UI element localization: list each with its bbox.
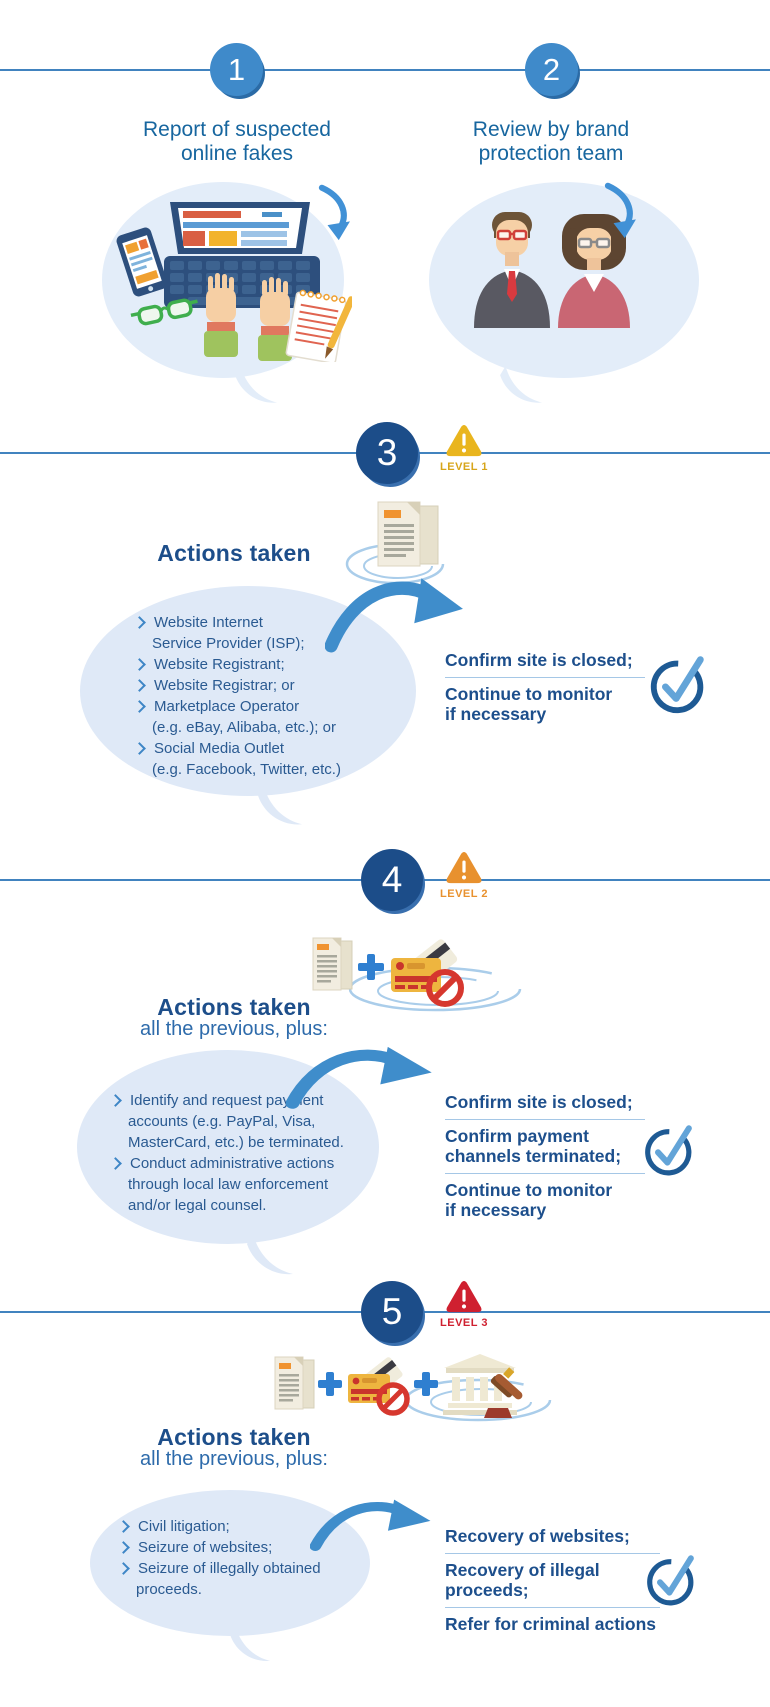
document-stack-icon xyxy=(313,938,352,990)
list-item: proceeds. xyxy=(136,1581,202,1598)
step2-title: Review by brand protection team xyxy=(472,118,630,165)
level2-results xyxy=(445,1086,645,1227)
step-number: 3 xyxy=(376,432,398,473)
list-item: Conduct administrative actions xyxy=(110,1153,360,1174)
level2-heading: Actions taken xyxy=(157,994,311,1020)
curved-arrow-icon xyxy=(286,1040,436,1110)
result-item: Confirm site is closed; xyxy=(445,650,633,670)
result-item: Continue to monitor if necessary xyxy=(445,677,645,731)
step1-bubble-tail xyxy=(235,366,279,408)
chevron-bullet-icon xyxy=(133,700,146,713)
step-circle-4 xyxy=(361,849,423,911)
plus-icon xyxy=(414,1372,438,1396)
level2-subheading: all the previous, plus: xyxy=(140,1018,328,1040)
result-item: Recovery of websites; xyxy=(445,1526,630,1546)
result-item: Recovery of illegal proceeds; xyxy=(445,1553,660,1607)
chevron-bullet-icon xyxy=(117,1541,130,1554)
curved-arrow-icon xyxy=(600,182,642,240)
plus-icon xyxy=(318,1372,342,1396)
level2-label: LEVEL 2 xyxy=(440,888,488,900)
curved-arrow-icon xyxy=(314,184,356,242)
list-item: Website Registrar; or xyxy=(134,675,384,696)
level3-results xyxy=(445,1520,660,1641)
list-item: (e.g. eBay, Alibaba, etc.); or xyxy=(152,719,336,736)
list-item: Social Media Outlet xyxy=(134,738,384,759)
list-item: Marketplace Operator xyxy=(134,696,384,717)
chevron-bullet-icon xyxy=(133,679,146,692)
list-item: through local law enforcement xyxy=(128,1176,329,1193)
step-number: 4 xyxy=(381,859,403,900)
chevron-bullet-icon xyxy=(133,616,146,629)
chevron-bullet-icon xyxy=(117,1562,130,1575)
level1-label: LEVEL 1 xyxy=(440,461,488,473)
blocked-cards-icon xyxy=(391,938,461,1004)
level3-bubble-tail xyxy=(228,1626,274,1666)
step-circle-1 xyxy=(210,43,263,96)
chevron-bullet-icon xyxy=(117,1520,130,1533)
result-item: Continue to monitor if necessary xyxy=(445,1173,645,1227)
level3-heading: Actions taken xyxy=(157,1424,311,1450)
list-item: Civil litigation; xyxy=(118,1516,358,1537)
step-number: 2 xyxy=(542,51,561,87)
curved-arrow-icon xyxy=(310,1494,434,1552)
level1-bubble-tail xyxy=(258,786,304,830)
result-item: Confirm site is closed; xyxy=(445,1092,633,1112)
chevron-bullet-icon xyxy=(109,1094,122,1107)
handdrawn-check-icon xyxy=(645,648,713,716)
level2-bubble-tail xyxy=(246,1234,296,1280)
step2-bubble-tail xyxy=(500,366,544,408)
list-item: Seizure of websites; xyxy=(118,1537,358,1558)
plus-icon xyxy=(358,954,384,980)
step-number: 5 xyxy=(381,1291,403,1332)
step-number: 1 xyxy=(227,51,246,87)
warning-triangle-icon xyxy=(445,851,483,885)
list-item: (e.g. Facebook, Twitter, etc.) xyxy=(152,761,341,778)
list-item: accounts (e.g. PayPal, Visa, xyxy=(128,1113,316,1130)
list-item: Identify and request payment xyxy=(110,1090,360,1111)
list-item: MasterCard, etc.) be terminated. xyxy=(128,1134,344,1151)
handdrawn-check-icon xyxy=(642,1548,702,1608)
warning-triangle-icon xyxy=(445,1280,483,1314)
level3-icons-row xyxy=(268,1352,553,1426)
list-item: Website Registrant; xyxy=(134,654,384,675)
step-circle-2 xyxy=(525,43,578,96)
man-figure xyxy=(474,212,550,328)
level3-label: LEVEL 3 xyxy=(440,1317,488,1329)
smartphone-icon xyxy=(115,226,169,298)
result-item: Confirm payment channels terminated; xyxy=(445,1119,645,1173)
list-item: Website Internet xyxy=(134,612,384,633)
laptop-screen xyxy=(170,202,310,254)
list-item: Seizure of illegally obtained xyxy=(118,1558,358,1579)
handdrawn-check-icon xyxy=(640,1118,700,1178)
notepad-icon xyxy=(286,286,352,362)
divider-line-top xyxy=(0,69,770,71)
step-circle-3 xyxy=(356,422,418,484)
list-item: Service Provider (ISP); xyxy=(152,635,305,652)
step1-title: Report of suspected online fakes xyxy=(143,118,331,165)
chevron-bullet-icon xyxy=(133,658,146,671)
courthouse-gavel-icon xyxy=(443,1354,524,1418)
level1-results xyxy=(445,644,645,731)
warning-triangle-icon xyxy=(445,424,483,458)
blocked-cards-icon xyxy=(348,1356,407,1413)
list-item: and/or legal counsel. xyxy=(128,1197,267,1214)
level1-heading: Actions taken xyxy=(157,540,311,566)
document-stack-icon xyxy=(275,1357,314,1409)
step-circle-5 xyxy=(361,1281,423,1343)
level3-subheading: all the previous, plus: xyxy=(140,1448,328,1470)
chevron-bullet-icon xyxy=(133,742,146,755)
chevron-bullet-icon xyxy=(109,1157,122,1170)
curved-arrow-icon xyxy=(325,570,467,654)
result-item: Refer for criminal actions xyxy=(445,1607,660,1641)
